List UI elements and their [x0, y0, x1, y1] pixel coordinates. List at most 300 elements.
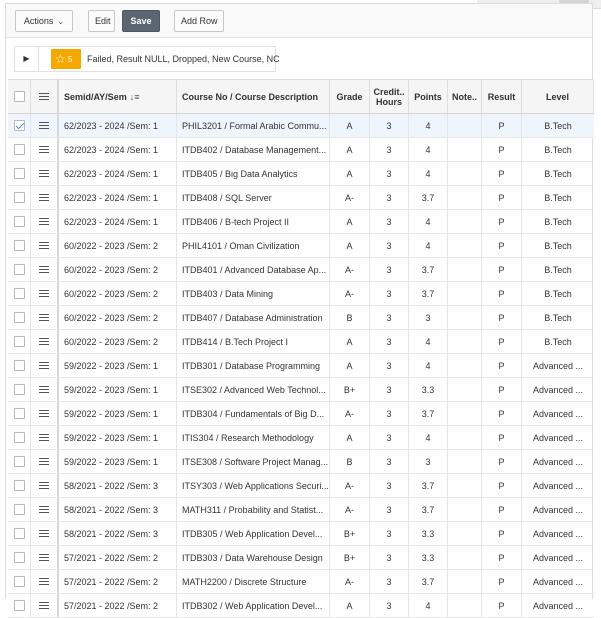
filter-count-badge[interactable] — [51, 49, 81, 69]
row-checkbox[interactable] — [14, 480, 25, 491]
cell-credit-hours[interactable]: 3 — [370, 138, 409, 161]
cell-course[interactable] — [177, 138, 330, 161]
row-actions-cell — [31, 330, 59, 353]
cell-points[interactable]: 3 — [409, 306, 448, 329]
cell-sem-text: 57/2021 - 2022 /Sem: 2 — [64, 576, 159, 587]
cell-course-text: ITSE308 / Software Project Manag... — [182, 456, 329, 467]
row-checkbox[interactable] — [14, 168, 25, 179]
cell-course-text: PHIL4101 / Oman Civilization — [182, 240, 300, 251]
cell-course[interactable] — [177, 162, 330, 185]
cell-grade[interactable]: A- — [330, 498, 370, 521]
cell-grade[interactable]: A- — [330, 186, 370, 209]
cell-result[interactable]: P — [482, 258, 522, 281]
cell-note[interactable] — [448, 306, 482, 329]
cell-sem[interactable] — [59, 138, 177, 161]
cell-points[interactable]: 3.7 — [409, 282, 448, 305]
cell-level[interactable]: Advanced ... — [532, 480, 584, 491]
filter-count: 5 — [68, 55, 73, 64]
cell-credit-hours[interactable]: 3 — [370, 234, 409, 257]
cell-credit-hours[interactable]: 3 — [370, 186, 409, 209]
column-header-credit-hours[interactable]: Credit.. Hours — [370, 80, 409, 113]
row-actions-cell — [31, 234, 59, 257]
cell-result[interactable]: P — [482, 570, 522, 593]
chevron-down-icon: ⌄ — [57, 17, 65, 26]
cell-credit-hours[interactable]: 3 — [370, 258, 409, 281]
table-row[interactable] — [8, 210, 594, 234]
filter-text[interactable]: Failed, Result NULL, Dropped, New Course, NC — [87, 54, 280, 64]
row-select-cell — [8, 378, 31, 401]
cell-note[interactable] — [448, 378, 482, 401]
row-checkbox[interactable] — [14, 456, 25, 467]
row-menu-icon[interactable] — [39, 434, 49, 442]
row-select-cell — [8, 474, 31, 497]
cell-grade[interactable]: B — [330, 450, 370, 473]
cell-level[interactable]: B.Tech — [544, 336, 572, 347]
cell-sem[interactable] — [59, 258, 177, 281]
row-menu-icon[interactable] — [39, 242, 49, 250]
cell-level[interactable]: B.Tech — [544, 144, 572, 155]
cell-note[interactable] — [448, 426, 482, 449]
cell-level[interactable]: B.Tech — [544, 216, 572, 227]
cell-result[interactable]: P — [482, 234, 522, 257]
cell-points[interactable]: 4 — [409, 162, 448, 185]
cell-result[interactable]: P — [482, 402, 522, 425]
row-checkbox[interactable] — [14, 552, 25, 563]
column-header-points[interactable]: Points — [409, 80, 448, 113]
cell-note[interactable] — [448, 114, 482, 137]
cell-grade[interactable]: B+ — [330, 522, 370, 545]
save-button[interactable]: Save — [122, 10, 160, 32]
row-actions-cell — [31, 138, 59, 161]
cell-credit-hours[interactable]: 3 — [370, 114, 409, 137]
row-menu-icon[interactable] — [39, 506, 49, 514]
cell-result[interactable]: P — [482, 474, 522, 497]
row-menu-icon[interactable] — [39, 458, 49, 466]
cell-course-text: MATH2200 / Discrete Structure — [182, 576, 307, 587]
cell-course[interactable] — [177, 114, 330, 137]
grid-toolbar — [6, 4, 592, 38]
cell-credit-hours[interactable]: 3 — [370, 522, 409, 545]
row-checkbox[interactable] — [14, 216, 25, 227]
cell-points[interactable]: 3.3 — [409, 378, 448, 401]
cell-sem-text: 60/2022 - 2023 /Sem: 2 — [64, 288, 159, 299]
row-menu-icon[interactable] — [39, 530, 49, 538]
table-row[interactable] — [8, 498, 594, 522]
row-select-cell — [8, 114, 31, 137]
menu-icon[interactable] — [39, 93, 49, 101]
row-checkbox[interactable] — [14, 504, 25, 515]
row-select-cell — [8, 522, 31, 545]
cell-note[interactable] — [448, 138, 482, 161]
row-actions-cell — [31, 426, 59, 449]
cell-points[interactable]: 3.7 — [409, 570, 448, 593]
cell-result[interactable]: P — [482, 354, 522, 377]
actions-menu-button[interactable] — [15, 10, 73, 32]
column-header-course[interactable]: Course No / Course Description — [177, 80, 330, 113]
cell-credit-hours[interactable]: 3 — [370, 210, 409, 233]
cell-sem[interactable] — [59, 186, 177, 209]
cell-sem[interactable] — [59, 522, 177, 545]
cell-points[interactable]: 3.7 — [409, 258, 448, 281]
cell-course[interactable] — [177, 450, 330, 473]
cell-course[interactable] — [177, 594, 330, 617]
cell-points[interactable]: 4 — [409, 138, 448, 161]
table-row[interactable] — [8, 378, 594, 402]
cell-level[interactable]: Advanced ... — [532, 456, 584, 467]
cell-level[interactable]: B.Tech — [544, 288, 572, 299]
cell-sem-text: 58/2021 - 2022 /Sem: 3 — [64, 504, 159, 515]
cell-level[interactable]: Advanced ... — [532, 552, 584, 563]
cell-sem-text: 60/2022 - 2023 /Sem: 2 — [64, 336, 159, 347]
cell-note[interactable] — [448, 282, 482, 305]
cell-grade[interactable]: A — [330, 330, 370, 353]
cell-credit-hours[interactable]: 3 — [370, 162, 409, 185]
table-row[interactable] — [8, 450, 594, 474]
cell-course[interactable] — [177, 306, 330, 329]
row-menu-icon[interactable] — [39, 554, 49, 562]
select-all-cell — [8, 80, 31, 113]
triangle-right-icon: ▶ — [23, 54, 30, 63]
column-header-note[interactable]: Note.. — [448, 80, 482, 113]
row-actions-cell — [31, 570, 59, 593]
cell-note[interactable] — [448, 594, 482, 617]
row-select-cell — [8, 162, 31, 185]
cell-points[interactable]: 3 — [409, 450, 448, 473]
row-menu-icon[interactable] — [39, 170, 49, 178]
cell-sem-text: 62/2023 - 2024 /Sem: 1 — [64, 120, 159, 131]
cell-course[interactable] — [177, 522, 330, 545]
cell-grade[interactable]: A- — [330, 402, 370, 425]
cell-level[interactable]: Advanced ... — [532, 528, 584, 539]
expand-filters-button[interactable] — [15, 47, 39, 71]
cell-credit-hours[interactable]: 3 — [370, 306, 409, 329]
star-icon: ☆ — [55, 52, 66, 66]
cell-course[interactable] — [177, 498, 330, 521]
table-row[interactable] — [8, 186, 594, 210]
row-checkbox[interactable] — [14, 600, 25, 611]
cell-result[interactable]: P — [482, 114, 522, 137]
cell-course[interactable] — [177, 186, 330, 209]
cell-note[interactable] — [448, 450, 482, 473]
cell-course-text: ITDB304 / Fundamentals of Big D... — [182, 408, 325, 419]
cell-points[interactable]: 4 — [409, 426, 448, 449]
cell-level[interactable]: B.Tech — [544, 264, 572, 275]
data-grid — [8, 79, 594, 618]
row-checkbox[interactable] — [14, 336, 25, 347]
cell-grade[interactable]: A — [330, 594, 370, 617]
cell-result[interactable]: P — [482, 378, 522, 401]
cell-credit-hours[interactable]: 3 — [370, 474, 409, 497]
row-checkbox[interactable] — [14, 384, 25, 395]
cell-note[interactable] — [448, 258, 482, 281]
cell-level[interactable]: Advanced ... — [532, 576, 584, 587]
cell-credit-hours[interactable]: 3 — [370, 330, 409, 353]
table-row[interactable] — [8, 282, 594, 306]
cell-course-text: PHIL3201 / Formal Arabic Commu... — [182, 120, 327, 131]
cell-grade[interactable]: A — [330, 114, 370, 137]
row-menu-icon[interactable] — [39, 386, 49, 394]
table-row[interactable] — [8, 330, 594, 354]
row-menu-icon[interactable] — [39, 338, 49, 346]
cell-level[interactable]: B.Tech — [544, 120, 572, 131]
actions-label: Actions — [23, 16, 54, 26]
row-checkbox[interactable] — [14, 528, 25, 539]
cell-course-text: ITDB406 / B-tech Project II — [182, 216, 290, 227]
cell-course[interactable] — [177, 210, 330, 233]
grid-header — [8, 80, 594, 114]
cell-credit-hours[interactable]: 3 — [370, 450, 409, 473]
table-row[interactable] — [8, 402, 594, 426]
cell-result[interactable]: P — [482, 186, 522, 209]
cell-grade[interactable]: A — [330, 162, 370, 185]
cell-level[interactable]: Advanced ... — [532, 360, 584, 371]
cell-result[interactable]: P — [482, 162, 522, 185]
cell-course-text: ITDB407 / Database Administration — [182, 312, 323, 323]
cell-points[interactable]: 4 — [409, 594, 448, 617]
cell-credit-hours[interactable]: 3 — [370, 378, 409, 401]
cell-level[interactable]: B.Tech — [544, 192, 572, 203]
row-checkbox[interactable] — [14, 360, 25, 371]
row-checkbox[interactable] — [14, 288, 25, 299]
table-row[interactable] — [8, 138, 594, 162]
cell-sem[interactable] — [59, 546, 177, 569]
cell-credit-hours[interactable]: 3 — [370, 354, 409, 377]
row-checkbox[interactable] — [14, 144, 25, 155]
row-checkbox[interactable] — [14, 408, 25, 419]
cell-sem[interactable] — [59, 570, 177, 593]
row-menu-icon[interactable] — [39, 218, 49, 226]
column-header-sem[interactable] — [59, 80, 177, 113]
cell-points[interactable]: 3.7 — [409, 498, 448, 521]
cell-grade[interactable]: A- — [330, 258, 370, 281]
row-checkbox[interactable] — [14, 120, 25, 131]
cell-points[interactable]: 4 — [409, 330, 448, 353]
cell-note[interactable] — [448, 330, 482, 353]
table-row[interactable] — [8, 114, 594, 138]
table-row[interactable] — [8, 594, 594, 618]
cell-grade[interactable]: A — [330, 426, 370, 449]
cell-level[interactable]: Advanced ... — [532, 384, 584, 395]
cell-course[interactable] — [177, 570, 330, 593]
row-select-cell — [8, 570, 31, 593]
cell-result[interactable]: P — [482, 522, 522, 545]
cell-sem[interactable] — [59, 354, 177, 377]
cell-course[interactable] — [177, 282, 330, 305]
cell-grade[interactable]: B — [330, 306, 370, 329]
row-menu-icon[interactable] — [39, 122, 49, 130]
cell-credit-hours[interactable]: 3 — [370, 426, 409, 449]
cell-grade[interactable]: A- — [330, 282, 370, 305]
cell-sem[interactable] — [59, 594, 177, 617]
cell-grade[interactable]: A — [330, 354, 370, 377]
row-actions-cell — [31, 498, 59, 521]
cell-points[interactable]: 4 — [409, 210, 448, 233]
row-menu-icon[interactable] — [39, 362, 49, 370]
cell-level[interactable]: Advanced ... — [532, 408, 584, 419]
cell-grade[interactable]: B+ — [330, 546, 370, 569]
cell-grade[interactable]: A- — [330, 570, 370, 593]
row-actions-cell — [31, 402, 59, 425]
cell-points[interactable]: 3.7 — [409, 402, 448, 425]
cell-result[interactable]: P — [482, 450, 522, 473]
cell-course[interactable] — [177, 402, 330, 425]
table-row[interactable] — [8, 258, 594, 282]
row-select-cell — [8, 426, 31, 449]
cell-credit-hours[interactable]: 3 — [370, 282, 409, 305]
cell-note[interactable] — [448, 234, 482, 257]
row-menu-icon[interactable] — [39, 602, 49, 610]
select-all-checkbox[interactable] — [14, 91, 25, 102]
cell-sem[interactable] — [59, 282, 177, 305]
cell-credit-hours[interactable]: 3 — [370, 498, 409, 521]
cell-level[interactable]: B.Tech — [544, 312, 572, 323]
row-menu-icon[interactable] — [39, 194, 49, 202]
table-row[interactable] — [8, 234, 594, 258]
cell-course[interactable] — [177, 354, 330, 377]
cell-result[interactable]: P — [482, 426, 522, 449]
cell-result[interactable]: P — [482, 306, 522, 329]
cell-sem[interactable] — [59, 426, 177, 449]
row-checkbox[interactable] — [14, 432, 25, 443]
cell-note[interactable] — [448, 570, 482, 593]
cell-sem-text: 59/2022 - 2023 /Sem: 1 — [64, 384, 159, 395]
row-select-cell — [8, 330, 31, 353]
cell-sem-text: 57/2021 - 2022 /Sem: 2 — [64, 552, 159, 563]
cell-result[interactable]: P — [482, 594, 522, 617]
column-header-grade[interactable]: Grade — [330, 80, 370, 113]
cell-note[interactable] — [448, 354, 482, 377]
cell-points[interactable]: 3.7 — [409, 474, 448, 497]
row-actions-cell — [31, 378, 59, 401]
cell-course[interactable] — [177, 546, 330, 569]
row-checkbox[interactable] — [14, 312, 25, 323]
cell-course[interactable] — [177, 474, 330, 497]
table-row[interactable] — [8, 306, 594, 330]
cell-grade[interactable]: A — [330, 138, 370, 161]
row-checkbox[interactable] — [14, 264, 25, 275]
row-select-cell — [8, 354, 31, 377]
edit-button[interactable]: Edit — [88, 10, 115, 32]
table-row[interactable] — [8, 162, 594, 186]
cell-result[interactable]: P — [482, 138, 522, 161]
row-select-cell — [8, 546, 31, 569]
cell-credit-hours[interactable]: 3 — [370, 594, 409, 617]
cell-note[interactable] — [448, 210, 482, 233]
table-row[interactable] — [8, 354, 594, 378]
cell-level[interactable]: Advanced ... — [532, 600, 584, 611]
cell-level[interactable]: Advanced ... — [532, 432, 584, 443]
column-header-level[interactable]: Level — [522, 80, 594, 113]
cell-result[interactable]: P — [482, 546, 522, 569]
cell-points[interactable]: 3.7 — [409, 186, 448, 209]
cell-course[interactable] — [177, 234, 330, 257]
cell-note[interactable] — [448, 546, 482, 569]
cell-note[interactable] — [448, 186, 482, 209]
row-menu-icon[interactable] — [39, 314, 49, 322]
cell-sem[interactable] — [59, 450, 177, 473]
cell-points[interactable]: 4 — [409, 114, 448, 137]
cell-course[interactable] — [177, 258, 330, 281]
row-select-cell — [8, 210, 31, 233]
cell-credit-hours[interactable]: 3 — [370, 570, 409, 593]
cell-sem-text: 59/2022 - 2023 /Sem: 1 — [64, 408, 159, 419]
cell-result[interactable]: P — [482, 498, 522, 521]
cell-note[interactable] — [448, 402, 482, 425]
cell-points[interactable]: 4 — [409, 234, 448, 257]
cell-course-text: ITDB303 / Data Warehouse Design — [182, 552, 323, 563]
cell-course[interactable] — [177, 330, 330, 353]
cell-course-text: ITDB402 / Database Management... — [182, 144, 327, 155]
cell-points[interactable]: 3.3 — [409, 546, 448, 569]
cell-sem[interactable] — [59, 378, 177, 401]
cell-sem[interactable] — [59, 474, 177, 497]
grid-body — [8, 114, 594, 618]
cell-points[interactable]: 4 — [409, 354, 448, 377]
cell-note[interactable] — [448, 522, 482, 545]
cell-course[interactable] — [177, 426, 330, 449]
row-actions-cell — [31, 594, 59, 617]
cell-sem[interactable] — [59, 402, 177, 425]
cell-grade[interactable]: A — [330, 234, 370, 257]
row-checkbox[interactable] — [14, 240, 25, 251]
cell-sem[interactable] — [59, 306, 177, 329]
cell-result[interactable]: P — [482, 210, 522, 233]
cell-course-text: MATH311 / Probability and Statist... — [182, 504, 324, 515]
row-actions-cell — [31, 282, 59, 305]
add-row-button[interactable]: Add Row — [174, 10, 224, 32]
cell-credit-hours[interactable]: 3 — [370, 546, 409, 569]
cell-note[interactable] — [448, 498, 482, 521]
row-menu-icon[interactable] — [39, 146, 49, 154]
cell-sem-text: 60/2022 - 2023 /Sem: 2 — [64, 264, 159, 275]
cell-course-text: ITDB302 / Web Application Devel... — [182, 600, 323, 611]
cell-note[interactable] — [448, 162, 482, 185]
cell-level[interactable]: B.Tech — [544, 240, 572, 251]
cell-course[interactable] — [177, 378, 330, 401]
cell-credit-hours[interactable]: 3 — [370, 402, 409, 425]
cell-sem[interactable] — [59, 330, 177, 353]
cell-sem[interactable] — [59, 114, 177, 137]
table-row[interactable] — [8, 426, 594, 450]
cell-grade[interactable]: B+ — [330, 378, 370, 401]
row-menu-icon[interactable] — [39, 578, 49, 586]
cell-sem[interactable] — [59, 210, 177, 233]
row-menu-icon[interactable] — [39, 266, 49, 274]
row-menu-icon[interactable] — [39, 410, 49, 418]
table-row[interactable] — [8, 522, 594, 546]
cell-sem[interactable] — [59, 234, 177, 257]
cell-level[interactable]: Advanced ... — [532, 504, 584, 515]
cell-result[interactable]: P — [482, 330, 522, 353]
cell-result[interactable]: P — [482, 282, 522, 305]
row-menu-icon[interactable] — [39, 290, 49, 298]
cell-grade[interactable]: A — [330, 210, 370, 233]
cell-sem[interactable] — [59, 162, 177, 185]
row-checkbox[interactable] — [14, 192, 25, 203]
cell-points[interactable]: 3.3 — [409, 522, 448, 545]
cell-sem[interactable] — [59, 498, 177, 521]
row-menu-icon[interactable] — [39, 482, 49, 490]
table-row[interactable] — [8, 546, 594, 570]
cell-grade[interactable]: A- — [330, 474, 370, 497]
row-checkbox[interactable] — [14, 576, 25, 587]
table-row[interactable] — [8, 570, 594, 594]
column-header-result[interactable]: Result — [482, 80, 522, 113]
cell-level[interactable]: B.Tech — [544, 168, 572, 179]
row-select-cell — [8, 138, 31, 161]
cell-note[interactable] — [448, 474, 482, 497]
table-row[interactable] — [8, 474, 594, 498]
